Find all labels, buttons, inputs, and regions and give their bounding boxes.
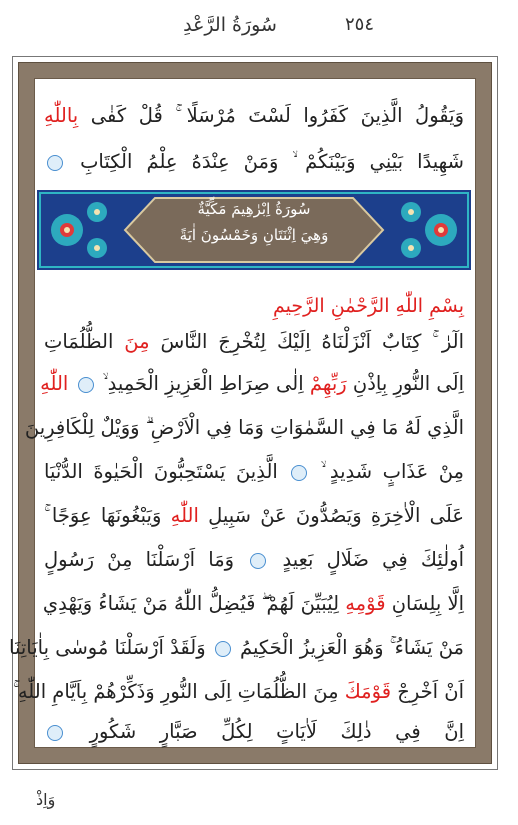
ayah-end-marker-icon — [250, 553, 266, 569]
verse-line-5: الَّذِي لَهُ مَا فِي السَّمٰوَاتِ وَمَا فِي الْاَرْضِ ۗ وَوَيْلٌ لِلْكَافِرِينَ — [24, 416, 464, 439]
ayah-end-marker-icon — [291, 465, 307, 481]
basmala: بِسْمِ اللّٰهِ الرَّحْمٰنِ الرَّحِيمِ — [273, 295, 464, 317]
page-number: ٢٥٤ — [345, 14, 375, 35]
surah-header-banner — [37, 190, 471, 270]
verse-line-6: مِنْ عَذَابٍ شَدِيدٍ ۙ الَّذِينَ يَسْتَحِبُّونَ الْحَيٰوةَ الدُّنْيَا — [44, 460, 464, 483]
verse-line-4: اِلَى النُّورِ بِاِذْنِ رَبِّهِمْ اِلٰى صِرَاطِ الْعَزِيزِ الْحَمِيدِ ۙ اللّٰهِ — [40, 372, 464, 395]
banner-ayah-count: وَهِيَ اِثْنَتَانِ وَخَمْسُونَ اٰيَةً — [179, 226, 329, 244]
verse-line-3: الٓرٰ ۚ كِتَابٌ اَنْزَلْنَاهُ اِلَيْكَ لِتُخْرِجَ النَّاسَ مِنَ الظُّلُمَاتِ — [44, 330, 464, 353]
ayah-end-marker-icon — [215, 641, 231, 657]
ayah-end-marker-icon — [47, 725, 63, 741]
verse-line-12: اِنَّ فِي ذٰلِكَ لَاٰيَاتٍ لِكُلِّ صَبَّارٍ شَكُورٍ — [44, 712, 464, 752]
banner-surah-name: سُورَةُ اِبْرٰهِيمَ مَكِّيَّةٌ — [197, 200, 311, 218]
verse-line-1: وَيَقُولُ الَّذِينَ كَفَرُوا لَسْتَ مُرْسَلًا ۚ قُلْ كَفٰى بِاللّٰهِ — [44, 104, 464, 127]
verse-line-11: اَنْ اَخْرِجْ قَوْمَكَ مِنَ الظُّلُمَاتِ اِلَى النُّورِ وَذَكِّرْهُمْ بِاَيَّامِ اللّٰهِ ۚ — [12, 680, 464, 703]
surah-title: سُورَةُ الرَّعْدِ — [183, 14, 277, 36]
verse-line-9: اِلَّا بِلِسَانِ قَوْمِهِ لِيُبَيِّنَ لَهُمْ ۖ فَيُضِلُّ اللّٰهُ مَنْ يَشَاءُ وَيَهْدِي — [42, 592, 464, 615]
verse-line-10: مَنْ يَشَاءُ ۚ وَهُوَ الْعَزِيزُ الْحَكِيمُ وَلَقَدْ اَرْسَلْنَا مُوسٰى بِاٰيَاتِنَا — [9, 636, 464, 659]
verse-line-7: عَلَى الْاٰخِرَةِ وَيَصُدُّونَ عَنْ سَبِيلِ اللّٰهِ وَيَبْغُونَهَا عِوَجًا ۚ — [44, 504, 464, 527]
ayah-end-marker-icon — [47, 155, 63, 171]
catchword: وَاِذْ — [36, 790, 56, 809]
verse-line-8: اُولٰئِكَ فِي ضَلَالٍ بَعِيدٍ وَمَا اَرْسَلْنَا مِنْ رَسُولٍ — [44, 548, 464, 571]
verse-line-2: شَهِيدًا بَيْنِي وَبَيْنَكُمْ ۙ وَمَنْ عِنْدَهُ عِلْمُ الْكِتَابِ — [44, 142, 464, 182]
ayah-end-marker-icon — [78, 377, 94, 393]
